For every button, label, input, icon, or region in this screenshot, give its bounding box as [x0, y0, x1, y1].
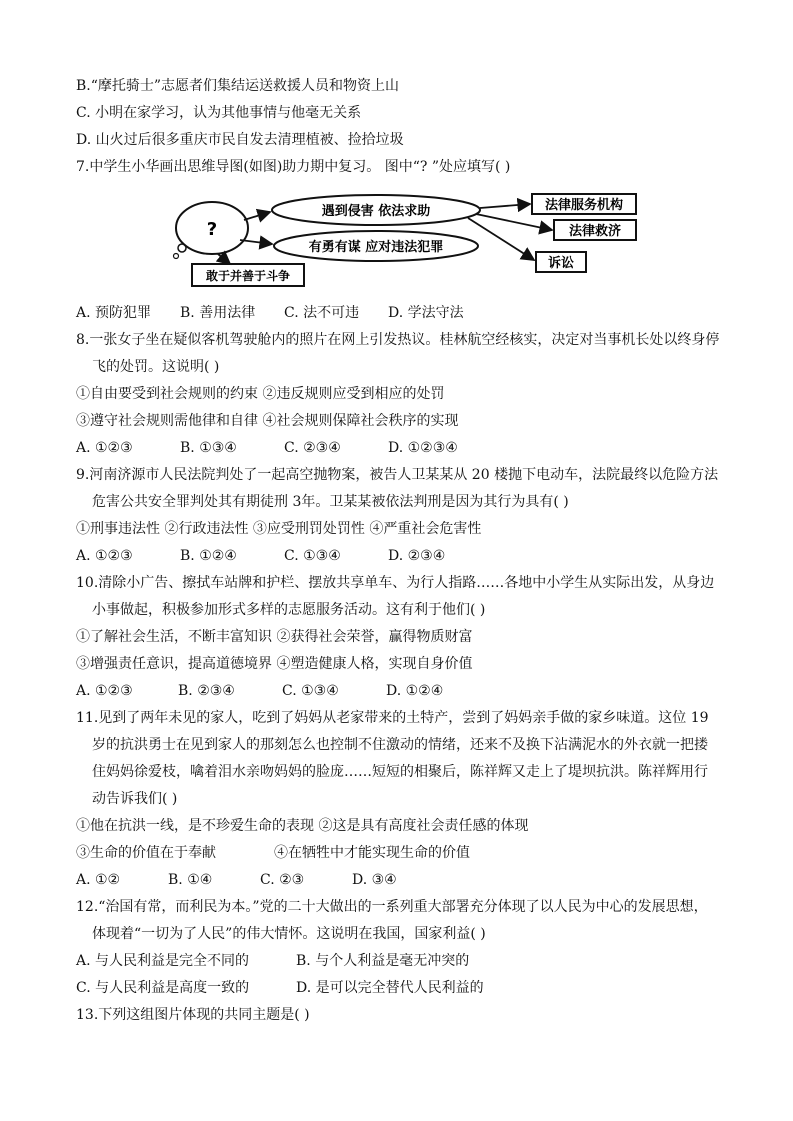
leaf-label-3: 诉讼	[547, 256, 575, 271]
arrow-to-leaf2	[476, 214, 552, 230]
q13-stem: 13.下列这组图片体现的共同主题是( )	[76, 1007, 310, 1023]
q7-options	[76, 303, 464, 323]
q6-option-c: C. 小明在家学习，认为其他事情与他毫无关系	[76, 105, 362, 121]
q6-option-d: D. 山火过后很多重庆市民自发去清理植被、捡拾垃圾	[76, 132, 404, 148]
q8-option-b: B. ①③④	[180, 440, 237, 456]
q12-options-row2	[76, 978, 484, 998]
q12-option-d: D. 是可以完全替代人民利益的	[296, 980, 484, 996]
q11-option-b: B. ①④	[168, 872, 213, 888]
q10-option-d: D. ①②④	[386, 683, 444, 699]
branch-label-1: 遇到侵害 依法求助	[321, 204, 431, 219]
q11-option-a: A. ①②	[76, 872, 121, 888]
q12-options-row1	[76, 951, 469, 971]
q8-stem-line2: 飞的处罚。这说明( )	[92, 359, 220, 375]
q9-option-c: C. ①③④	[284, 548, 341, 564]
bubble-tail-dot	[178, 244, 186, 252]
q9-statements: ①刑事违法性 ②行政违法性 ③应受刑罚处罚性 ④严重社会危害性	[76, 521, 482, 537]
q10-option-a: A. ①②③	[76, 683, 133, 699]
q11-stem-line2: 岁的抗洪勇士在见到家人的那刻怎么也控制不住激动的情绪，还来不及换下沾满泥水的外衣就一把搂	[92, 737, 708, 753]
q9-option-b: B. ①②④	[180, 548, 237, 564]
q11-option-c: C. ②③	[260, 872, 305, 888]
q9-stem-line2: 危害公共安全罪判处其有期徒刑 3年。卫某某被依法判刑是因为其行为具有( )	[92, 494, 569, 510]
q10-options	[76, 681, 443, 701]
branch-label-3: 敢于并善于斗争	[205, 269, 291, 283]
q8-option-d: D. ①②③④	[388, 440, 458, 456]
q7-option-d: D. 学法守法	[388, 305, 464, 321]
center-question-mark: ?	[206, 219, 218, 240]
q7-stem: 7.中学生小华画出思维导图(如图)助力期中复习。 图中“? ”处应填写( )	[76, 159, 511, 175]
q12-option-c: C. 与人民利益是高度一致的	[76, 980, 250, 996]
arrow-center-to-branch2	[240, 240, 272, 244]
q9-option-d: D. ②③④	[388, 548, 446, 564]
q11-options	[76, 870, 397, 890]
q11-option-d: D. ③④	[352, 872, 397, 888]
q8-option-a: A. ①②③	[76, 440, 133, 456]
q7-option-c: C. 法不可违	[284, 305, 360, 321]
q11-stem-line1: 11.见到了两年未见的家人，吃到了妈妈从老家带来的土特产，尝到了妈妈亲手做的家乡味道。这位 19	[76, 710, 709, 726]
q11-statement-4: ④在牺牲中才能实现生命的价值	[274, 845, 470, 861]
q11-stem-line4: 动告诉我们( )	[92, 791, 178, 807]
q10-option-c: C. ①③④	[282, 683, 339, 699]
q12-stem-line2: 体现着“一切为了人民”的伟大情怀。这说明在我国，国家利益( )	[92, 926, 486, 942]
q10-stem-line2: 小事做起，积极参加形式多样的志愿服务活动。这有利于他们( )	[92, 602, 486, 618]
q12-option-a: A. 与人民利益是完全不同的	[76, 953, 250, 969]
branch-label-2: 有勇有谋 应对违法犯罪	[308, 240, 444, 255]
q9-stem-line1: 9.河南济源市人民法院判处了一起高空抛物案，被告人卫某某从 20 楼抛下电动车，法院最终以危险方法	[76, 467, 719, 483]
q7-option-a: A. 预防犯罪	[76, 305, 152, 321]
q11-stem-line3: 住妈妈徐爱枝，噙着泪水亲吻妈妈的脸庞……短短的相聚后，陈祥辉又走上了堤坝抗洪。陈祥辉用行	[92, 764, 708, 780]
arrow-to-leaf1	[480, 204, 530, 208]
arrow-center-to-box3	[218, 254, 230, 264]
bubble-tail-dot	[174, 254, 179, 259]
q10-statement-1: ①了解社会生活，不断丰富知识 ②获得社会荣誉，赢得物质财富	[76, 629, 473, 645]
q8-statement-2: ③遵守社会规则需他律和自律 ④社会规则保障社会秩序的实现	[76, 413, 459, 429]
q8-statement-1: ①自由要受到社会规则的约束 ②违反规则应受到相应的处罚	[76, 386, 445, 402]
mind-map-diagram	[168, 190, 648, 290]
q11-statement-1: ①他在抗洪一线，是不珍爱生命的表现 ②这是具有高度社会责任感的体现	[76, 818, 529, 834]
q12-option-b: B. 与个人利益是毫无冲突的	[296, 953, 470, 969]
q8-options	[76, 438, 458, 458]
q11-statement-2	[76, 843, 470, 863]
leaf-label-2: 法律救济	[568, 224, 622, 239]
q10-option-b: B. ②③④	[178, 683, 235, 699]
q12-stem-line1: 12.“治国有常，而利民为本。”党的二十大做出的一系列重大部署充分体现了以人民为中心的发展思想，	[76, 899, 708, 915]
q10-statement-2: ③增强责任意识，提高道德境界 ④塑造健康人格，实现自身价值	[76, 656, 473, 672]
q8-option-c: C. ②③④	[284, 440, 341, 456]
q9-option-a: A. ①②③	[76, 548, 133, 564]
q6-option-b: B.“摩托骑士”志愿者们集结运送救援人员和物资上山	[76, 78, 400, 94]
arrow-center-to-branch1	[244, 212, 270, 220]
q9-options	[76, 546, 445, 566]
q7-option-b: B. 善用法律	[180, 305, 256, 321]
q11-statement-3: ③生命的价值在于奉献	[76, 845, 216, 861]
q10-stem-line1: 10.清除小广告、擦拭车站牌和护栏、摆放共享单车、为行人指路……各地中小学生从实际出发，从身边	[76, 575, 715, 591]
q8-stem-line1: 8.一张女子坐在疑似客机驾驶舱内的照片在网上引发热议。桂林航空经核实，决定对当事机长处以终身停	[76, 332, 720, 348]
leaf-label-1: 法律服务机构	[544, 198, 624, 213]
